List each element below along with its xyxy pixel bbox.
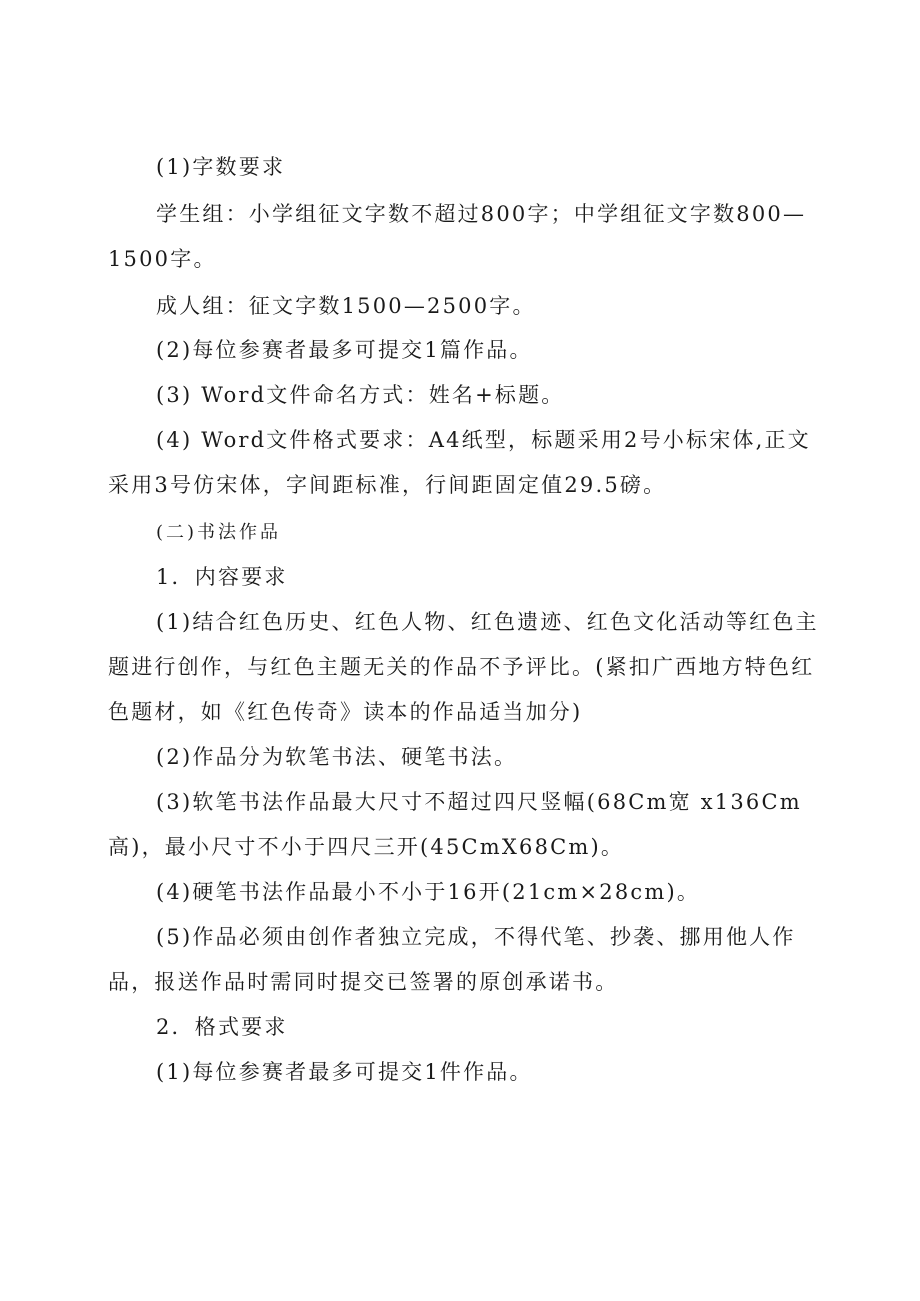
- section-heading-calligraphy: (二)书法作品: [156, 522, 282, 543]
- paragraph-work-types: (2)作品分为软笔书法、硬笔书法。: [156, 745, 518, 769]
- paragraph-calligraphy-limit: (1)每位参赛者最多可提交1件作品。: [156, 1060, 533, 1084]
- paragraph-submission-limit: (2)每位参赛者最多可提交1篇作品。: [156, 338, 533, 362]
- paragraph-student-group: 学生组：小学组征文字数不超过800字；中学组征文字数800—1500字。: [108, 202, 807, 271]
- paragraph-file-format: (4) Word文件格式要求：A4纸型，标题采用2号小标宋体,正文采用3号仿宋体，字间距标准，行间距固定值29.5磅。: [108, 428, 811, 497]
- paragraph-adult-group: 成人组：征文字数1500—2500字。: [156, 294, 536, 318]
- paragraph-originality: (5)作品必须由创作者独立完成，不得代笔、抄袭、挪用他人作品，报送作品时需同时提交已签署的原创承诺书。: [108, 925, 796, 994]
- paragraph-word-count-heading: (1)字数要求: [156, 155, 286, 179]
- subsection-heading-format: 2．格式要求: [156, 1015, 288, 1039]
- paragraph-file-naming: (3) Word文件命名方式：姓名+标题。: [156, 383, 565, 407]
- paragraph-brush-size: (3)软笔书法作品最大尺寸不超过四尺竖幅(68Cm宽 x136Cm高)，最小尺寸不小于四尺三开(45CmX68Cm)。: [108, 790, 802, 859]
- subsection-heading-content: 1．内容要求: [156, 565, 288, 589]
- paragraph-red-theme: (1)结合红色历史、红色人物、红色遗迹、红色文化活动等红色主题进行创作，与红色主题无关的作品不予评比。(紧扣广西地方特色红色题材，如《红色传奇》读本的作品适当加分): [108, 610, 819, 724]
- paragraph-pen-size: (4)硬笔书法作品最小不小于16开(21cm×28cm)。: [156, 880, 701, 904]
